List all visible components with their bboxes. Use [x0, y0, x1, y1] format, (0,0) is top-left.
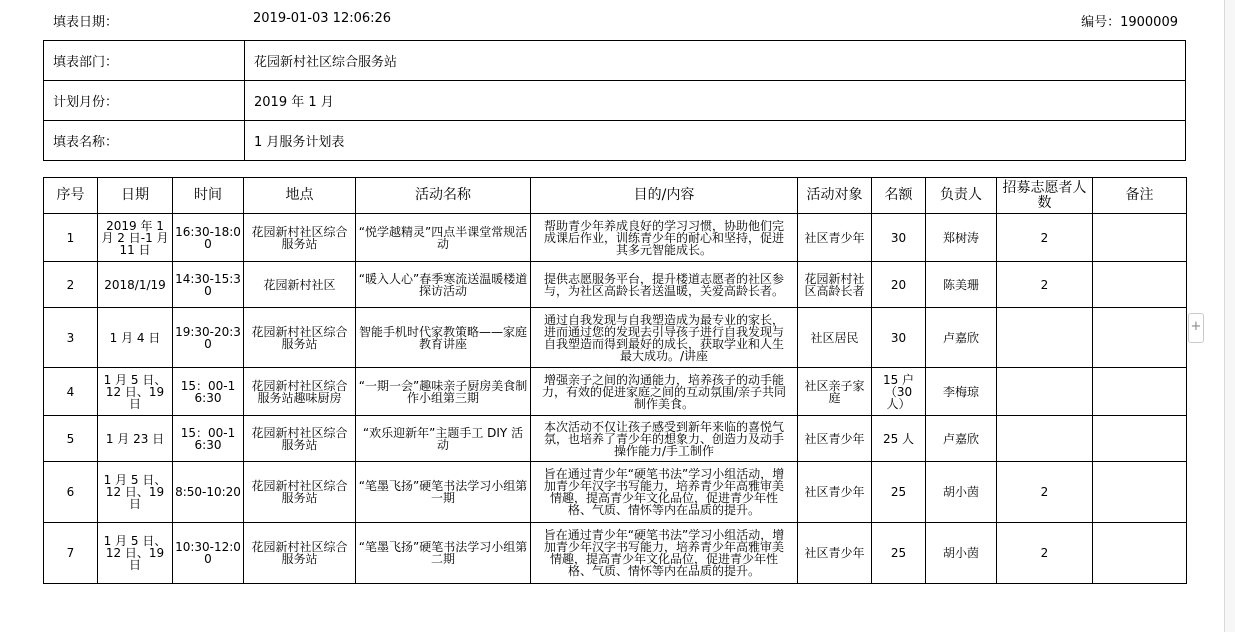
cell-owner: 胡小茵 — [926, 523, 997, 584]
info-row-month — [44, 81, 1186, 121]
service-plan-table — [43, 177, 1187, 584]
fill-date-label: 填表日期： — [53, 15, 119, 30]
col-header-purpose: 目的/内容 — [531, 178, 798, 214]
cell-index: 4 — [44, 368, 98, 416]
cell-activity: “欢乐迎新年”主题手工 DIY 活动 — [356, 416, 531, 462]
cell-quota: 20 — [872, 262, 926, 308]
cell-quota: 25 — [872, 523, 926, 584]
cell-index: 2 — [44, 262, 98, 308]
page-edge-scrollbar[interactable] — [1224, 0, 1235, 632]
col-header-remarks: 备注 — [1093, 178, 1187, 214]
col-header-volunteers: 招募志愿者人数 — [997, 178, 1093, 214]
cell-purpose: 旨在通过青少年“硬笔书法”学习小组活动，增加青少年汉字书写能力，培养青少年高雅审美情趣，提高青少年文化品位，促进青少年性格、气质、情怀等内在品质的提升。 — [531, 462, 798, 523]
cell-remarks — [1093, 368, 1187, 416]
cell-time: 8:50-10:20 — [173, 462, 244, 523]
cell-time: 15：00-16:30 — [173, 368, 244, 416]
cell-owner: 卢嘉欣 — [926, 416, 997, 462]
cell-quota: 30 — [872, 214, 926, 262]
cell-time: 10:30-12:00 — [173, 523, 244, 584]
col-header-activity: 活动名称 — [356, 178, 531, 214]
col-header-location: 地点 — [244, 178, 356, 214]
cell-location: 花园新村社区综合服务站 — [244, 462, 356, 523]
col-header-date: 日期 — [98, 178, 173, 214]
table-row — [44, 214, 1187, 262]
form-number: 编号：1900009 — [1081, 15, 1178, 30]
form-info-table — [43, 40, 1186, 161]
cell-purpose: 旨在通过青少年“硬笔书法”学习小组活动，增加青少年汉字书写能力，培养青少年高雅审美情趣，提高青少年文化品位，促进青少年性格、气质、情怀等内在品质的提升。 — [531, 523, 798, 584]
cell-date: 1 月 5 日、12 日、19 日 — [98, 462, 173, 523]
col-header-target: 活动对象 — [798, 178, 872, 214]
cell-activity: 智能手机时代家教策略——家庭教育讲座 — [356, 308, 531, 368]
cell-remarks — [1093, 523, 1187, 584]
cell-activity: “笔墨飞扬”硬笔书法学习小组第一期 — [356, 462, 531, 523]
cell-owner: 郑树涛 — [926, 214, 997, 262]
cell-remarks — [1093, 462, 1187, 523]
cell-time: 14:30-15:30 — [173, 262, 244, 308]
table-header-row — [44, 178, 1187, 214]
table-row — [44, 523, 1187, 584]
cell-activity: “一期一会”趣味亲子厨房美食制作小组第三期 — [356, 368, 531, 416]
table-row — [44, 262, 1187, 308]
cell-index: 7 — [44, 523, 98, 584]
cell-date: 1 月 5 日、12 日、19 日 — [98, 523, 173, 584]
table-row — [44, 308, 1187, 368]
cell-activity: “笔墨飞扬”硬笔书法学习小组第二期 — [356, 523, 531, 584]
cell-date: 1 月 23 日 — [98, 416, 173, 462]
cell-volunteers: 2 — [997, 262, 1093, 308]
cell-purpose: 本次活动不仅让孩子感受到新年来临的喜悦气氛，也培养了青少年的想象力、创造力及动手操作能力/手工制作 — [531, 416, 798, 462]
cell-target: 社区青少年 — [798, 462, 872, 523]
cell-target: 社区青少年 — [798, 214, 872, 262]
col-header-quota: 名额 — [872, 178, 926, 214]
cell-quota: 15 户（30 人） — [872, 368, 926, 416]
cell-location: 花园新村社区 — [244, 262, 356, 308]
cell-owner: 胡小茵 — [926, 462, 997, 523]
cell-activity: “悦学越精灵”四点半课堂常规活动 — [356, 214, 531, 262]
cell-volunteers: 2 — [997, 214, 1093, 262]
table-row — [44, 416, 1187, 462]
cell-owner: 李梅琼 — [926, 368, 997, 416]
cell-index: 5 — [44, 416, 98, 462]
cell-date: 1 月 5 日、12 日、19 日 — [98, 368, 173, 416]
fill-date-value: 2019-01-03 12:06:26 — [253, 11, 392, 26]
cell-volunteers — [997, 368, 1093, 416]
expand-button[interactable]: + — [1188, 313, 1204, 343]
plan-month-label: 计划月份： — [44, 81, 245, 121]
cell-target: 社区亲子家庭 — [798, 368, 872, 416]
cell-quota: 25 人 — [872, 416, 926, 462]
cell-target: 花园新村社区高龄长者 — [798, 262, 872, 308]
info-row-name — [44, 121, 1186, 161]
cell-location: 花园新村社区综合服务站 — [244, 416, 356, 462]
department-value: 花园新村社区综合服务站 — [245, 41, 1186, 81]
cell-purpose: 通过自我发现与自我塑造成为最专业的家长，进而通过您的发现去引导孩子进行自我发现与自我塑造而得到最好的成长，获取学业和人生最大成功。/讲座 — [531, 308, 798, 368]
cell-remarks — [1093, 416, 1187, 462]
cell-index: 1 — [44, 214, 98, 262]
plan-month-value: 2019 年 1 月 — [245, 81, 1186, 121]
cell-activity: “暖入人心”春季寒流送温暖楼道探访活动 — [356, 262, 531, 308]
cell-volunteers — [997, 416, 1093, 462]
table-row — [44, 368, 1187, 416]
cell-remarks — [1093, 214, 1187, 262]
info-row-department — [44, 41, 1186, 81]
cell-target: 社区青少年 — [798, 416, 872, 462]
cell-time: 15：00-16:30 — [173, 416, 244, 462]
cell-purpose: 增强亲子之间的沟通能力，培养孩子的动手能力，有效的促进家庭之间的互动氛围/亲子共同制作美食。 — [531, 368, 798, 416]
cell-date: 2019 年 1 月 2 日-1 月 11 日 — [98, 214, 173, 262]
form-name-label: 填表名称： — [44, 121, 245, 161]
cell-quota: 30 — [872, 308, 926, 368]
cell-owner: 卢嘉欣 — [926, 308, 997, 368]
cell-target: 社区青少年 — [798, 523, 872, 584]
cell-location: 花园新村社区综合服务站 — [244, 214, 356, 262]
cell-index: 6 — [44, 462, 98, 523]
cell-purpose: 提供志愿服务平台，提升楼道志愿者的社区参与，为社区高龄长者送温暖，关爱高龄长者。 — [531, 262, 798, 308]
cell-time: 19:30-20:30 — [173, 308, 244, 368]
cell-date: 1 月 4 日 — [98, 308, 173, 368]
col-header-time: 时间 — [173, 178, 244, 214]
cell-quota: 25 — [872, 462, 926, 523]
cell-purpose: 帮助青少年养成良好的学习习惯，协助他们完成课后作业，训练青少年的耐心和坚持，促进其多元智能成长。 — [531, 214, 798, 262]
cell-target: 社区居民 — [798, 308, 872, 368]
table-row — [44, 462, 1187, 523]
cell-volunteers — [997, 308, 1093, 368]
cell-location: 花园新村社区综合服务站 — [244, 523, 356, 584]
cell-remarks — [1093, 262, 1187, 308]
cell-location: 花园新村社区综合服务站 — [244, 308, 356, 368]
cell-volunteers: 2 — [997, 523, 1093, 584]
cell-owner: 陈美珊 — [926, 262, 997, 308]
cell-index: 3 — [44, 308, 98, 368]
cell-location: 花园新村社区综合服务站趣味厨房 — [244, 368, 356, 416]
cell-remarks — [1093, 308, 1187, 368]
col-header-index: 序号 — [44, 178, 98, 214]
form-name-value: 1 月服务计划表 — [245, 121, 1186, 161]
col-header-owner: 负责人 — [926, 178, 997, 214]
cell-time: 16:30-18:00 — [173, 214, 244, 262]
cell-volunteers: 2 — [997, 462, 1093, 523]
cell-date: 2018/1/19 — [98, 262, 173, 308]
department-label: 填表部门： — [44, 41, 245, 81]
form-header — [0, 0, 1235, 38]
